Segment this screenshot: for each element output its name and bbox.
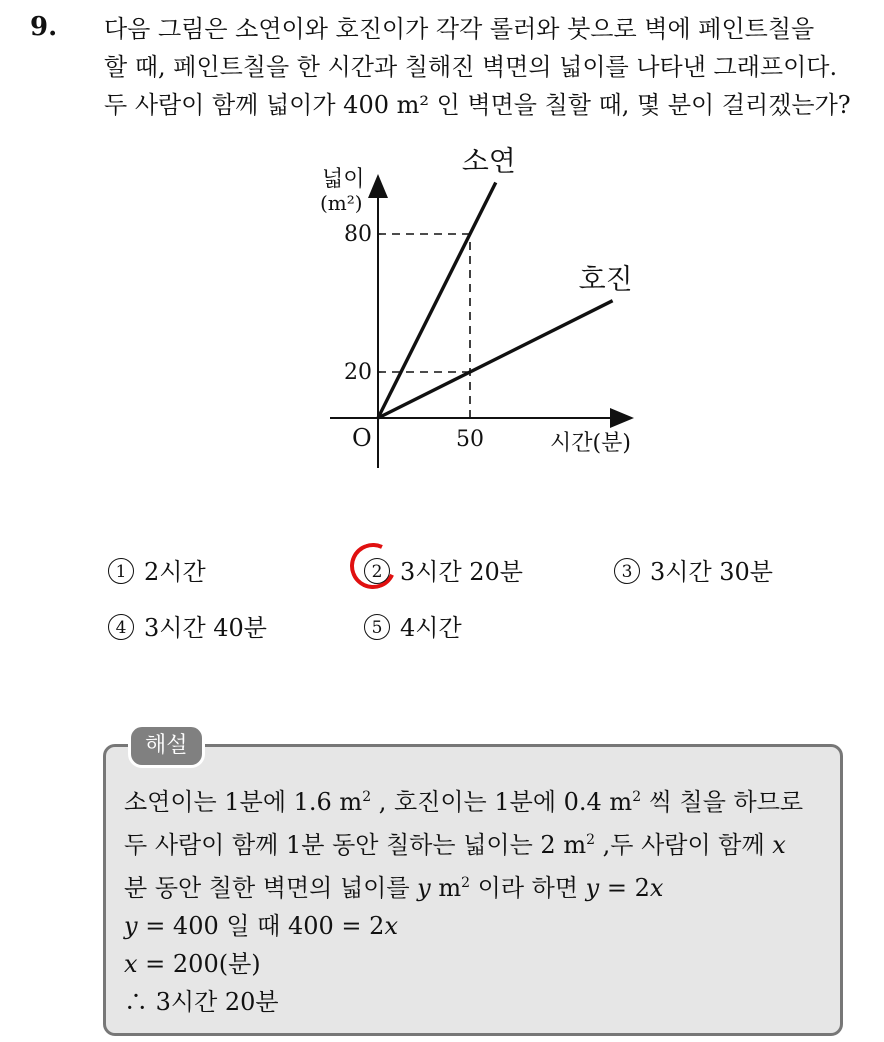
choice-text: 2시간 — [144, 558, 206, 586]
question-line: 다음 그림은 소연이와 호진이가 각각 롤러와 붓으로 벽에 페인트칠을 — [104, 15, 815, 43]
choice-mark: 5 — [364, 614, 390, 640]
choice-4[interactable] — [108, 608, 267, 643]
y-tick-label: 20 — [344, 360, 372, 385]
question-number: 9. — [30, 12, 58, 42]
solution-line: y = 400 일 때 400 = 2x — [124, 912, 398, 940]
choice-text: 3시간 20분 — [400, 558, 523, 586]
choice-mark: 2 — [364, 558, 390, 584]
choice-2[interactable] — [364, 552, 523, 587]
solution-line: x = 200(분) — [124, 950, 261, 978]
solution-line: 분 동안 칠한 벽면의 넓이를 y $m^2$ 이라 하면 y = 2x — [124, 874, 664, 902]
solution-line: 두 사람이 함께 1분 동안 칠하는 넓이는 2 $m^2$ ,두 사람이 함께 x — [124, 831, 786, 859]
choice-mark: 4 — [108, 614, 134, 640]
series-label: 호진 — [578, 262, 633, 296]
choice-1[interactable] — [108, 552, 206, 587]
solution-line: 소연이는 1분에 1.6 $m^2$ , 호진이는 1분에 0.4 $m^2$ 씩 칠을 하므로 — [124, 788, 804, 816]
x-tick-label: 50 — [456, 427, 484, 452]
y-axis-unit: (m²) — [320, 191, 363, 215]
choice-text: 3시간 40분 — [144, 614, 267, 642]
choice-text: 3시간 30분 — [650, 558, 773, 586]
solution-text — [124, 778, 834, 1021]
question-line: 두 사람이 함께 넓이가 400 m² 인 벽면을 칠할 때, 몇 분이 걸리겠는가? — [104, 91, 851, 119]
question-line: 할 때, 페인트칠을 한 시간과 칠해진 벽면의 넓이를 나타낸 그래프이다. — [104, 53, 838, 81]
y-tick-label: 80 — [344, 222, 372, 247]
solution-line: ∴ 3시간 20분 — [124, 988, 279, 1016]
x-axis-label: 시간(분) — [550, 431, 631, 456]
y-axis-label: 넓이 — [322, 167, 365, 192]
solution-tag: 해설 — [128, 724, 205, 768]
series-line — [378, 182, 496, 418]
choice-mark: 3 — [614, 558, 640, 584]
choice-3[interactable] — [614, 552, 773, 587]
origin-label: O — [352, 424, 372, 452]
choice-text: 4시간 — [400, 614, 462, 642]
choice-mark: 1 — [108, 558, 134, 584]
series-line — [378, 301, 613, 418]
choice-5[interactable] — [364, 608, 462, 643]
area-time-graph — [0, 0, 884, 500]
series-label: 소연 — [461, 144, 516, 178]
